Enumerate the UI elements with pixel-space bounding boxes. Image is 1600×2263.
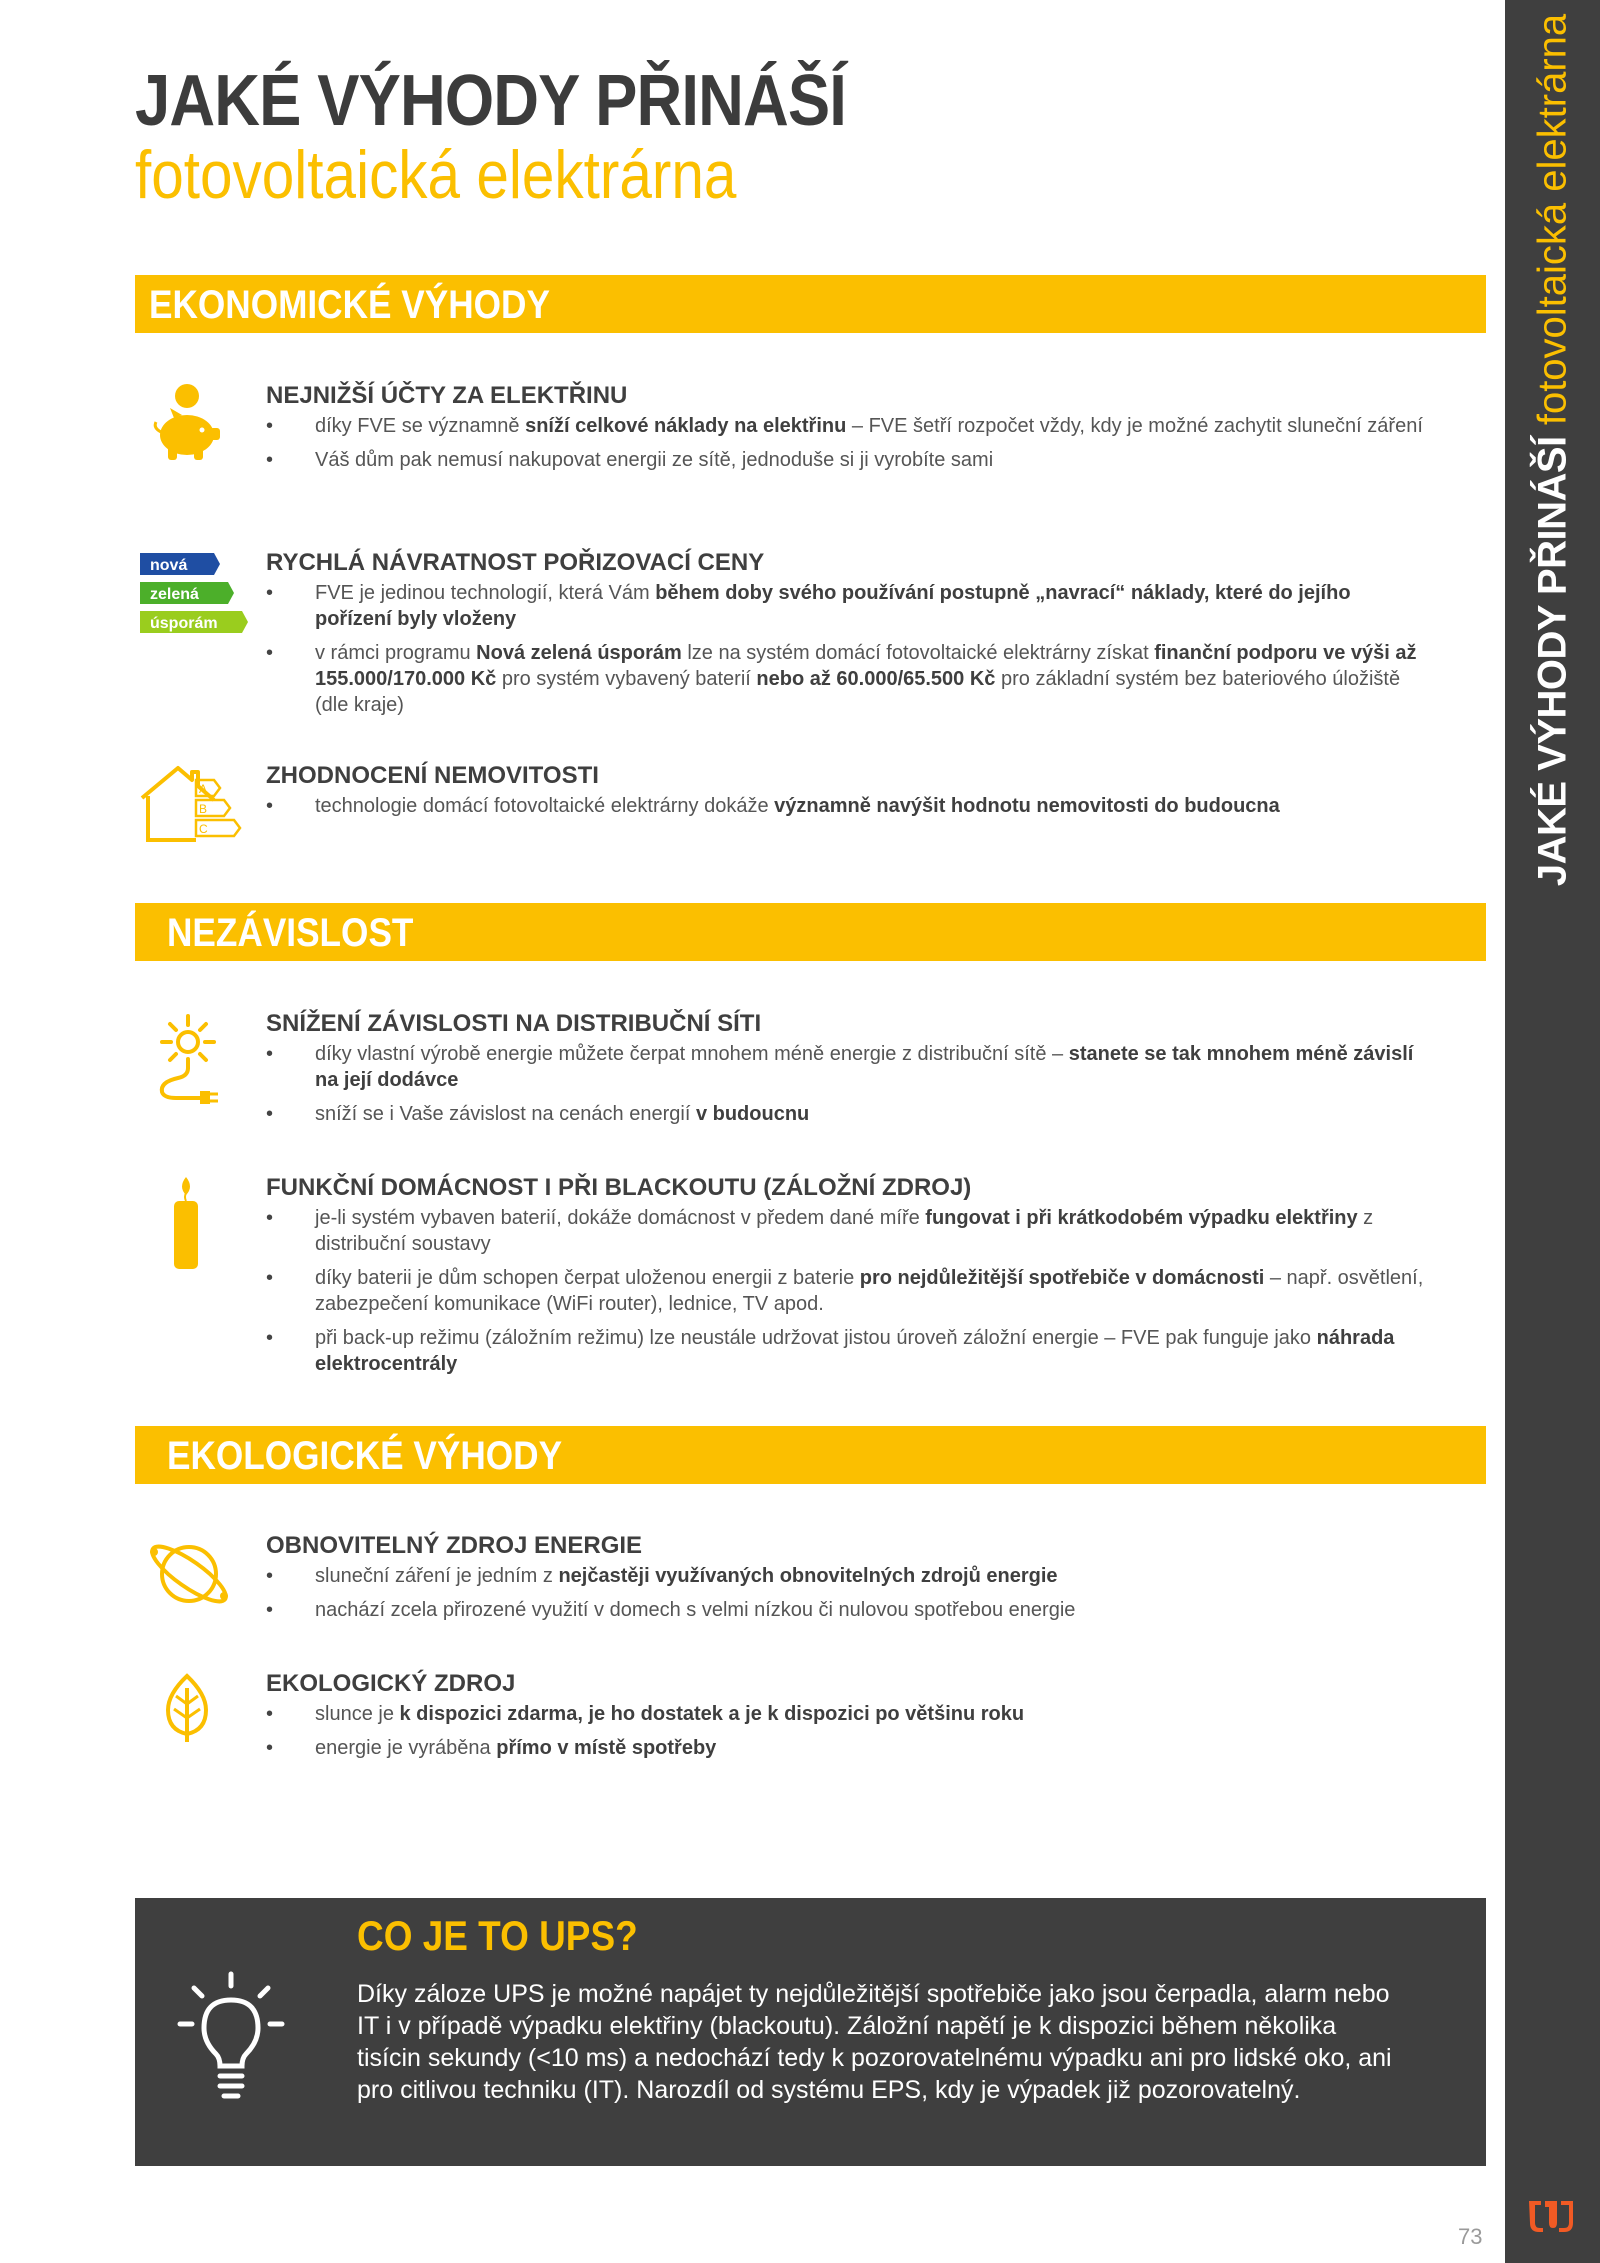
sidebar-title-bold: JAKÉ VÝHODY PŘINÁŠÍ (1530, 436, 1575, 887)
list-item: • díky baterii je dům schopen čerpat uloženou energii z baterie pro nejdůležitější spotřebiče v domácnosti – např. osvětlení, zabezpečení komunikace (WiFi router), lednice, TV apod. (266, 1265, 1426, 1317)
item-fast-payback (266, 547, 1426, 726)
svg-text:nová: nová (150, 557, 188, 574)
item-title: EKOLOGICKÝ ZDROJ (266, 1670, 516, 1697)
list-item: • při back-up režimu (záložním režimu) lze neustále udržovat jistou úroveň záložní energie – FVE pak funguje jako náhrada elektrocentrály (266, 1325, 1426, 1377)
ups-text: Díky záloze UPS je možné napájet ty nejdůležitější spotřebiče jako jsou čerpadla, alarm nebo IT i v případě výpadku elektřiny (blackoutu). Záložní napětí je k dispozici během několika tisícin sekundy (<10 ms) a nedochází tedy k pozorovatelnému výpadku ani pro lidské oko, ani pro citlivou techniku (IT). Narozdíl od systému EPS, kdy je výpadek již pozorovatelný. (357, 1980, 1392, 2104)
item-title: RYCHLÁ NÁVRATNOST POŘIZOVACÍ CENY (266, 549, 765, 576)
house-energy-label-icon (136, 762, 246, 844)
item-title: OBNOVITELNÝ ZDROJ ENERGIE (266, 1532, 643, 1559)
item-blackout-backup (266, 1172, 1426, 1385)
lightbulb-icon (176, 1970, 286, 2110)
sidebar-title (1531, 14, 1576, 886)
item-title: FUNKČNÍ DOMÁCNOST I PŘI BLACKOUTU (ZÁLOŽNÍ ZDROJ) (266, 1174, 972, 1201)
list-item: • FVE je jedinou technologií, která Vám během doby svého používání postupně „navrací“ náklady, které do jejího pořízení byly vloženy (266, 580, 1426, 632)
section-heading-economic: EKONOMICKÉ VÝHODY (149, 283, 550, 327)
list-item: • Váš dům pak nemusí nakupovat energii ze sítě, jednoduše si ji vyrobíte sami (266, 447, 1426, 473)
svg-text:úsporám: úsporám (150, 615, 218, 632)
candle-icon (168, 1175, 204, 1271)
item-title: NEJNIŽŠÍ ÚČTY ZA ELEKTŘINU (266, 382, 628, 409)
item-title: ZHODNOCENÍ NEMOVITOSTI (266, 762, 599, 789)
sun-plug-icon (150, 1012, 226, 1104)
list-item: • díky FVE se významně sníží celkové náklady na elektřinu – FVE šetří rozpočet vždy, kdy je možné zachytit sluneční záření (266, 413, 1426, 439)
list-item: • v rámci programu Nová zelená úsporám lze na systém domácí fotovoltaické elektrárny získat finanční podporu ve výši až 155.000/170.000 Kč pro systém vybavený baterií nebo až 60.000/65.500 Kč pro základní systém bez bateriového úložiště (dle kraje) (266, 640, 1426, 718)
page-title: JAKÉ VÝHODY PŘINÁŠÍ (135, 61, 846, 141)
section-heading-ecological: EKOLOGICKÉ VÝHODY (167, 1434, 563, 1478)
nova-zelena-usporam-logo (138, 551, 250, 637)
list-item: • technologie domácí fotovoltaické elektrárny dokáže významně navýšit hodnotu nemovitosti do budoucna (266, 793, 1426, 819)
svg-text:zelená: zelená (150, 586, 199, 603)
list-item: • nachází zcela přirozené využití v domech s velmi nízkou či nulovou spotřebou energie (266, 1597, 1426, 1623)
page-subtitle: fotovoltaická elektrárna (135, 137, 737, 213)
piggy-bank-icon (148, 382, 222, 464)
item-grid-independence (266, 1008, 1426, 1135)
list-item: • je-li systém vybaven baterií, dokáže domácnost v předem dané míře fungovat i při krátkodobém výpadku elektřiny z distribuční soustavy (266, 1205, 1426, 1257)
svg-text:C: C (199, 822, 208, 836)
item-renewable-source (266, 1530, 1426, 1631)
brand-logo-icon (1527, 2197, 1575, 2233)
page-number: 73 (1458, 2224, 1483, 2249)
section-heading-independence: NEZÁVISLOST (167, 911, 414, 955)
section-band-economic (135, 275, 1486, 333)
item-property-value (266, 760, 1426, 827)
list-item: • energie je vyráběna přímo v místě spotřeby (266, 1735, 1426, 1761)
ups-title: CO JE TO UPS? (357, 1912, 638, 1959)
list-item: • sníží se i Vaše závislost na cenách energií v budoucnu (266, 1101, 1426, 1127)
sidebar-title-light: fotovoltaická elektrárna (1530, 13, 1575, 426)
list-item: • slunce je k dispozici zdarma, je ho dostatek a je k dispozici po většinu roku (266, 1701, 1426, 1727)
item-title: SNÍŽENÍ ZÁVISLOSTI NA DISTRIBUČNÍ SÍTI (266, 1010, 762, 1037)
item-ecological-source (266, 1668, 1426, 1769)
section-band-ecological (135, 1426, 1486, 1484)
item-lowest-bills (266, 380, 1426, 481)
atom-orbit-icon (142, 1530, 236, 1618)
list-item: • díky vlastní výrobě energie můžete čerpat mnohem méně energie z distribuční sítě – stanete se tak mnohem méně závislí na její dodávce (266, 1041, 1426, 1093)
svg-text:A: A (199, 782, 208, 796)
leaf-icon (164, 1672, 210, 1744)
list-item: • sluneční záření je jedním z nejčastěji využívaných obnovitelných zdrojů energie (266, 1563, 1426, 1589)
svg-text:B: B (199, 802, 208, 816)
section-band-independence (135, 903, 1486, 961)
